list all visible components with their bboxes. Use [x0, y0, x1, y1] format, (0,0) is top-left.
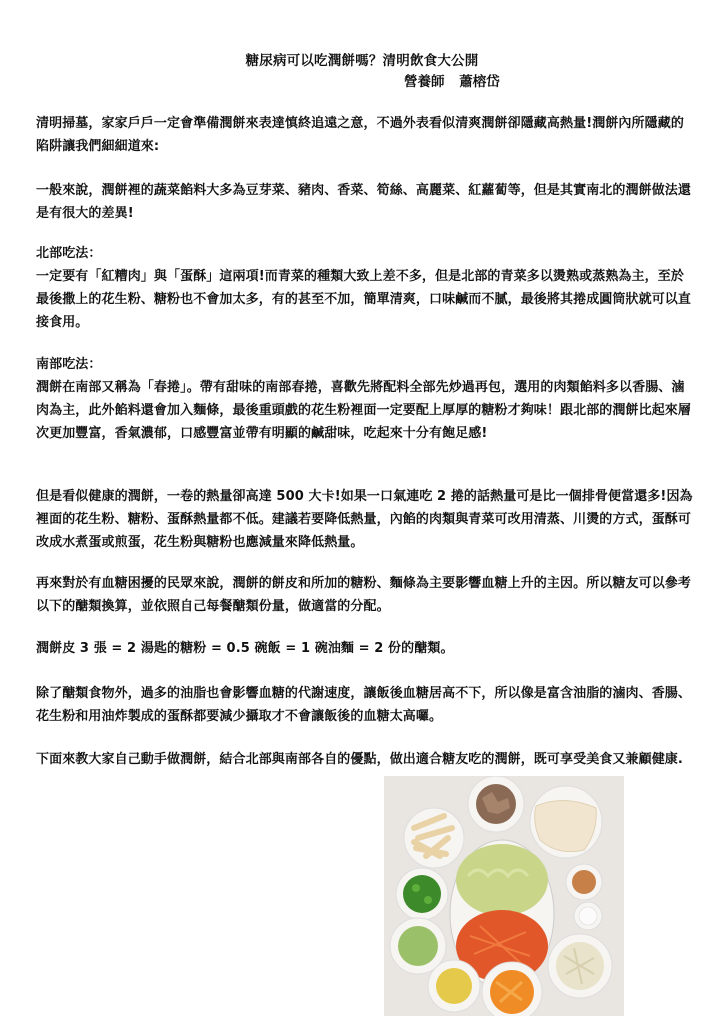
south-body: 潤餅在南部又稱為「春捲」。帶有甜味的南部春捲，喜歡先將配料全部先炒過再包，選用的肉類餡料多以香腸、滷肉為主，此外餡料還會加入麵條，最後重頭戲的花生粉裡面一定要配上厚厚的糖粉才夠味！跟北部的潤餅比起來層次更加豐富，香氣濃郁，口感豐富並帶有明顯的鹹甜味，吃起來十分有飽足感! [36, 380, 692, 441]
author-name: 蕭榕岱 [459, 74, 500, 90]
north-body: 一定要有「紅糟肉」與「蛋酥」這兩項!而青菜的種類大致上差不多，但是北部的青菜多以燙熟或蒸熟為主，至於最後撒上的花生粉、糖粉也不會加太多，有的甚至不加，簡單清爽，口味鹹而不膩，最後將其捲成圓筒狀就可以直接食用。 [36, 269, 692, 330]
south-section [36, 353, 696, 445]
ingredients-photo [384, 776, 624, 1016]
south-heading: 南部吃法： [36, 357, 102, 372]
filling-paragraph: 一般來說，潤餅裡的蔬菜餡料大多為豆芽菜、豬肉、香菜、筍絲、高麗菜、紅蘿蔔等，但是其實南北的潤餅做法還是有很大的差異! [36, 183, 692, 221]
author-role: 營養師 [404, 74, 445, 90]
calorie-paragraph: 但是看似健康的潤餅，一卷的熱量卻高達 500 大卡!如果一口氣連吃 2 捲的話熱量可是比一個排骨便當還多!因為裡面的花生粉、糖粉、蛋酥熱量都不低。建議若要降低熱量，內餡的肉類與青菜可改用清蒸、川燙的方式，蛋酥可改成水煮蛋或煎蛋，花生粉與糖粉也應減量來降低熱量。 [36, 489, 693, 550]
diy-paragraph: 下面來教大家自己動手做潤餅，結合北部與南部各自的優點，做出適合糖友吃的潤餅，既可享受美食又兼顧健康. [36, 752, 683, 767]
north-section [36, 242, 696, 334]
north-heading: 北部吃法： [36, 246, 102, 261]
intro-paragraph: 清明掃墓，家家戶戶一定會準備潤餅來表達慎終追遠之意，不過外表看似清爽潤餅卻隱藏高熱量!潤餅內所隱藏的陷阱讓我們細細道來: [36, 116, 684, 154]
carb-exchange-paragraph: 潤餅皮 3 張 = 2 湯匙的糖粉 = 0.5 碗飯 = 1 碗油麵 = 2 份的醣類。 [36, 641, 454, 656]
document-title: 糖尿病可以吃潤餅嗎？清明飲食大公開 [245, 53, 479, 69]
blood-sugar-paragraph: 再來對於有血糖困擾的民眾來說，潤餅的餅皮和所加的糖粉、麵條為主要影響血糖上升的主因。所以糖友可以參考以下的醣類換算，並依照自己每餐醣類份量，做適當的分配。 [36, 576, 692, 614]
fat-paragraph: 除了醣類食物外，過多的油脂也會影響血糖的代謝速度，讓飯後血糖居高不下，所以像是富含油脂的滷肉、香腸、花生粉和用油炸製成的蛋酥都要減少攝取才不會讓飯後的血糖太高囉。 [36, 686, 692, 724]
author-line [404, 70, 500, 90]
